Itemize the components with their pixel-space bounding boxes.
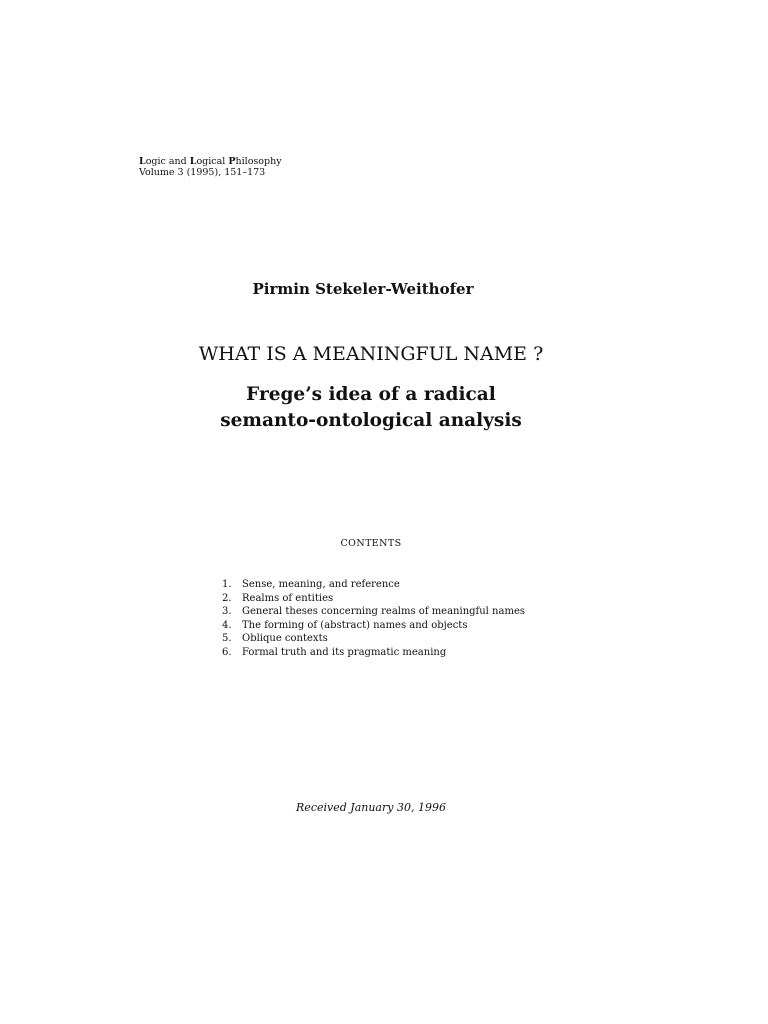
contents-list	[222, 578, 525, 659]
paper-title: WHAT IS A MEANINGFUL NAME ?	[198, 343, 544, 365]
contents-item-label: General theses concerning realms of meaningful names	[242, 606, 525, 617]
journal-name-initial: L	[189, 156, 197, 167]
subtitle-line: Frege’s idea of a radical	[246, 384, 496, 405]
journal-name-text: ogical	[196, 156, 229, 167]
journal-name-text: ogic and	[145, 156, 190, 167]
paper-subtitle	[0, 382, 742, 434]
contents-item-number: 5.	[222, 633, 232, 644]
contents-item	[222, 619, 525, 633]
contents-item-number: 4.	[222, 619, 232, 631]
contents-item	[222, 632, 525, 646]
journal-header	[139, 156, 282, 178]
contents-item	[222, 646, 525, 660]
contents-item-number: 6.	[222, 646, 232, 658]
contents-item-label: Sense, meaning, and reference	[242, 579, 400, 590]
contents-item-number: 1.	[222, 579, 232, 590]
journal-name-initial: P	[228, 156, 236, 167]
author-name: Pirmin Stekeler-Weithofer	[252, 280, 474, 298]
contents-item	[222, 592, 525, 606]
received-date: Received January 30, 1996	[296, 801, 446, 814]
contents-item-label: The forming of (abstract) names and objects	[242, 619, 468, 631]
contents-item	[222, 605, 525, 619]
contents-item-label: Realms of entities	[242, 592, 334, 604]
journal-name-text: hilosophy	[235, 156, 282, 167]
contents-item-number: 3.	[222, 606, 232, 617]
journal-name-initial: L	[139, 156, 146, 167]
journal-name	[139, 156, 282, 167]
contents-item-label: Formal truth and its pragmatic meaning	[242, 646, 447, 658]
contents-item-label: Oblique contexts	[242, 633, 328, 644]
contents-heading: CONTENTS	[340, 538, 402, 549]
contents-item-number: 2.	[222, 592, 232, 604]
journal-volume: Volume 3 (1995), 151–173	[139, 167, 266, 178]
subtitle-line: semanto-ontological analysis	[220, 410, 522, 431]
contents-item	[222, 578, 525, 592]
